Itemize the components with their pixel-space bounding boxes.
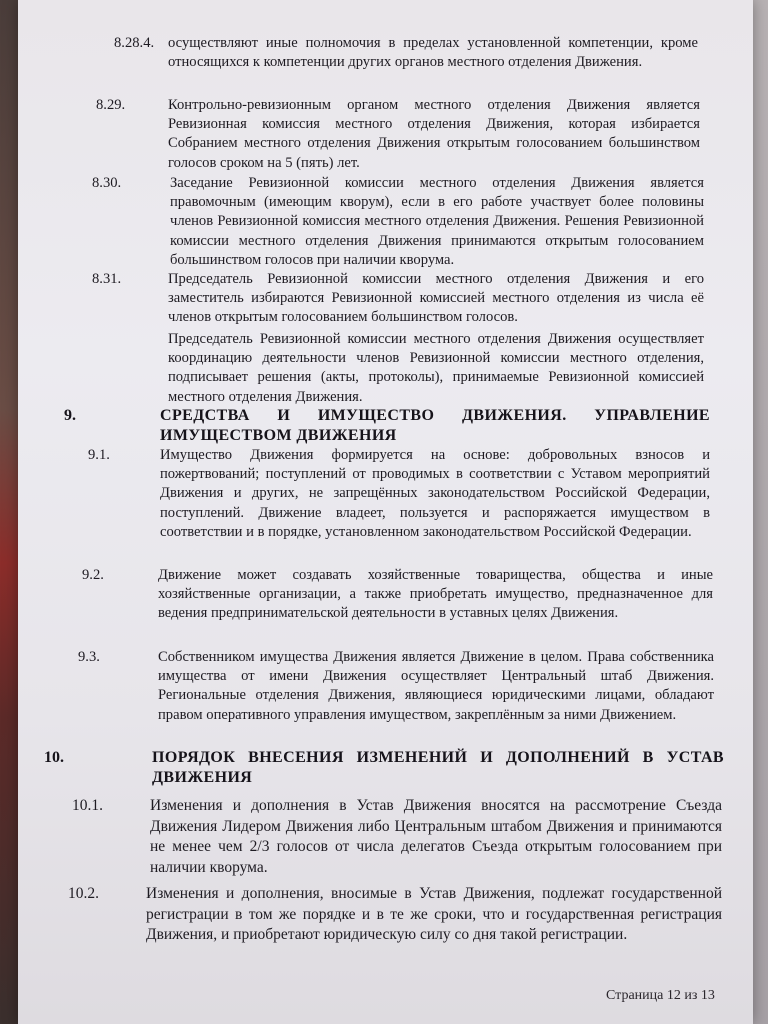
clause-number: 8.28.4. [114,35,155,51]
clause-text: Председатель Ревизионной комиссии местного отделения Движения и его заместитель избираются Ревизионной комиссией местного отделения из числа её членов открытым голосованием большинством голосов. [168,271,704,326]
clause-number: 9.3. [78,649,100,665]
clause-number: 10.2. [68,885,99,902]
page-content [18,0,753,1024]
section-number: 10. [44,749,64,766]
clause-text: Движение может создавать хозяйственные товарищества, общества и иные хозяйственные организации, а также приобретать имущество, предназначенное для ведения предпринимательской деятельности в уставных целях Движения. [158,567,713,622]
document-page [18,0,753,1024]
clause-text-continued: Председатель Ревизионной комиссии местного отделения Движения осуществляет координацию деятельности членов Ревизионной комиссии местного отделения, подписывает решения (акты, протоколы), принимаемые Ревизионной комиссией местного отделения Движения. [168,331,704,405]
clause-text: Изменения и дополнения, вносимые в Устав Движения, подлежат государственной регистрации в том же порядке и в те же сроки, что и государственная регистрация Движения, и приобретают юридическую силу со дня такой регистрации. [146,885,722,943]
page-number: Страница 12 из 13 [606,988,715,1003]
clause-text: осуществляют иные полномочия в пределах установленной компетенции, кроме относящихся к компетенции других органов местного отделения Движения. [168,35,698,71]
clause-text: Изменения и дополнения в Устав Движения вносятся на рассмотрение Съезда Движения Лидером Движения либо Центральным штабом Движения и принимаются не менее чем 2/3 голосов от числа делегатов Съезда открытым голосованием при наличии кворума. [150,797,722,876]
clause-text: Заседание Ревизионной комиссии местного отделения Движения является правомочным (имеющим кворум), если в его работе участвует более половины членов Ревизионной комиссия местного отделения Движения. Решения Ревизионной комиссии местного отделения Движения принимаются открытым голосованием большинством голосов при наличии кворума. [170,175,704,268]
section-title: ПОРЯДОК ВНЕСЕНИЯ ИЗМЕНЕНИЙ И ДОПОЛНЕНИЙ В УСТАВ ДВИЖЕНИЯ [152,749,724,786]
clause-number: 8.30. [92,175,122,191]
section-number: 9. [64,407,76,424]
clause-text: Имущество Движения формируется на основе: добровольных взносов и пожертвований; поступлений от проводимых в соответствии с Уставом мероприятий Движения и других, не запрещённых законодательством Российской Федерации, поступлений. Движение владеет, пользуется и распоряжается имуществом в соответствии и в порядке, установленном законодательством Российской Федерации. [160,447,710,540]
clause-text: Собственником имущества Движения является Движение в целом. Права собственника имущества от имени Движения осуществляет Центральный штаб Движения. Региональные отделения Движения, являющиеся юридическими лицами, обладают правом оперативного управления имуществом, закреплённым за ними Движением. [158,649,714,723]
clause-number: 8.31. [92,271,122,287]
section-title: СРЕДСТВА И ИМУЩЕСТВО ДВИЖЕНИЯ. УПРАВЛЕНИЕ ИМУЩЕСТВОМ ДВИЖЕНИЯ [160,407,710,444]
clause-text: Контрольно-ревизионным органом местного отделения Движения является Ревизионная комиссия местного отделения Движения, которая избирается Собранием местного отделения Движения открытым голосованием большинством голосов сроком на 5 (пять) лет. [168,97,700,171]
clause-number: 8.29. [96,97,126,113]
clause-number: 9.1. [88,447,110,463]
clause-number: 10.1. [72,797,103,814]
clause-number: 9.2. [82,567,104,583]
